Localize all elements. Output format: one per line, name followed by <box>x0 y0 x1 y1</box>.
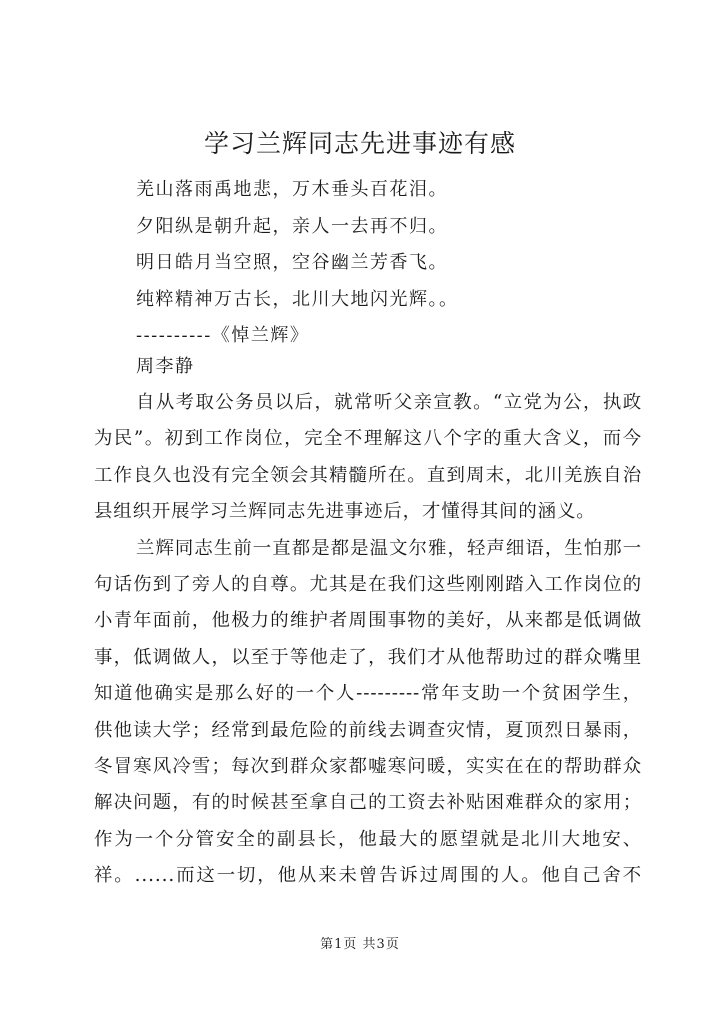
paragraph-line: 小青年面前，他极力的维护者周围事物的美好，从来都是低调做 <box>94 610 642 632</box>
poem-line: 夕阳纵是朝升起，亲人一去再不归。 <box>136 215 448 237</box>
document-title: 学习兰辉同志先进事迹有感 <box>203 129 516 158</box>
body-text <box>94 385 642 894</box>
poem-line: 明日皓月当空照，空谷幽兰芳香飞。 <box>136 252 448 273</box>
paragraph-line: 自从考取公务员以后，就常听父亲宣教。“立党为公，执政 <box>136 392 642 413</box>
author-name: 周李静 <box>136 356 195 377</box>
paragraph-line: 句话伤到了旁人的自尊。尤其是在我们这些刚刚踏入工作岗位的 <box>94 573 642 595</box>
page-footer: 第1页 共3页 <box>320 937 400 952</box>
poem-line: 纯粹精神万古长，北川大地闪光辉。。 <box>136 288 459 310</box>
paragraph-line: 冬冒寒风冷雪；每次到群众家都嘘寒问暖，实实在在的帮助群众 <box>94 755 642 777</box>
paragraph-line: 为民”。初到工作岗位，完全不理解这八个字的重大含义，而今 <box>94 428 642 450</box>
paragraph-line: 事，低调做人，以至于等他走了，我们才从他帮助过的群众嘴里 <box>94 646 642 668</box>
paragraph-line: 作为一个分管安全的副县长，他最大的愿望就是北川大地安、 <box>94 828 642 850</box>
poem-block <box>136 172 656 355</box>
poem-line: 羌山落雨禹地悲，万木垂头百花泪。 <box>136 179 448 200</box>
paragraph-line: 知道他确实是那么好的一个人---------常年支助一个贫困学生， <box>94 683 642 705</box>
paragraph-line: 解决问题，有的时候甚至拿自己的工资去补贴困难群众的家用； <box>94 792 642 814</box>
paragraph-line: 供他读大学；经常到最危险的前线去调查灾情，夏顶烈日暴雨， <box>94 719 642 741</box>
paragraph-line: 县组织开展学习兰辉同志先进事迹后，才懂得其间的涵义。 <box>94 501 596 523</box>
poem-attribution: ----------《悼兰辉》 <box>136 325 310 346</box>
paragraph-line: 兰辉同志生前一直都是都是温文尔雅，轻声细语，生怕那一 <box>136 537 642 559</box>
paragraph-line: 祥。......而这一切，他从来未曾告诉过周围的人。他自己舍不 <box>94 865 642 887</box>
paragraph-line: 工作良久也没有完全领会其精髓所在。直到周末，北川羌族自治 <box>94 464 642 486</box>
